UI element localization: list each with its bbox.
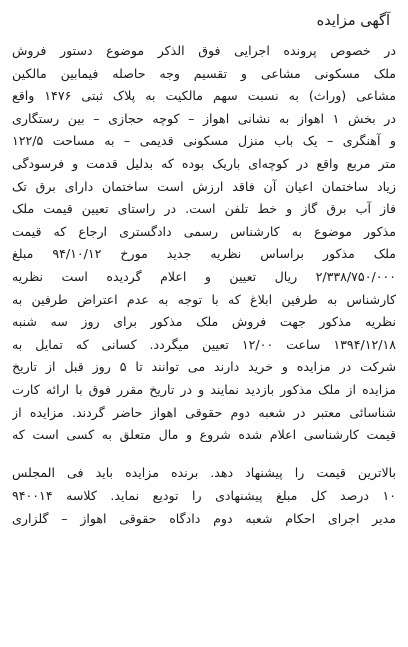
body-line: مشاعی (وراث) به نسبت سهم مالکیت به پلاک ثبتی ۱۴۷۶ واقع [12, 88, 396, 104]
footer-line: بالاترین قیمت را پیشنهاد دهد. برنده مزایده باید فی المجلس [12, 464, 396, 480]
footer-line: ۱۰ درصد کل مبلغ پیشنهادی را تودیع نماید. کلاسه ۹۴۰۰۱۴ [12, 487, 396, 503]
body-line: شرکت در مزایده و خرید دارند می توانند تا ۵ روز قبل از تاریخ [12, 359, 396, 375]
footer-line: مدیر اجرای احکام شعبه دوم دادگاه حقوقی اهواز – گلزاری [12, 510, 396, 526]
body-line: ملک مسکونی مشاعی و تقسیم وجه حاصله فیمابین مالکین [12, 65, 396, 81]
body-line: مذکور موضوع به کارشناس رسمی دادگستری ارجاع که قیمت [12, 223, 396, 239]
notice-footer [12, 461, 396, 530]
body-line: شناسائی معتبر در شعبه دوم حقوقی اهواز حاضر گردند. مزایده از [12, 404, 396, 420]
body-line: در بخش ۱ اهواز به نشانی اهواز – کوچه حجازی – بین رستگاری [12, 110, 396, 126]
paragraph-gap [12, 447, 396, 461]
body-line: ۲/۳۳۸/۷۵۰/۰۰۰ ریال تعیین و اعلام گردیده است نظریه [12, 268, 396, 284]
body-line: و آهنگری – یک باب منزل مسکونی قدیمی – به مساحت ۱۲۲/۵ [12, 133, 396, 149]
body-line: قیمت کارشناسی اعلام شده شروع و مال متعلق به کسی است که [12, 427, 396, 443]
body-line: کارشناس به طرفین ابلاغ که با توجه به عدم اعتراض طرفین به [12, 291, 396, 307]
body-line: متر مربع واقع در کوچه‌ای باریک بوده که بدلیل قدمت و فرسودگی [12, 155, 396, 171]
body-line: فاز آب برق گاز و خط تلفن است. در راستای تعیین قیمت ملک [12, 201, 396, 217]
notice-body [12, 40, 396, 447]
body-line: مزایده از ملک مذکور بازدید نمایند و در تاریخ مقرر فوق با ارائه کارت [12, 381, 396, 397]
body-line: ملک مذکور براساس نظریه جدید مورخ ۹۴/۱۰/۱۲ مبلغ [12, 246, 396, 262]
body-line: زیاد ساختمان اعیان آن فاقد ارزش است ساختمان دارای برق تک [12, 178, 396, 194]
body-line: نظریه مذکور جهت فروش ملک مذکور برای روز سه شنبه [12, 314, 396, 330]
body-line: ۱۳۹۴/۱۲/۱۸ ساعت ۱۲/۰۰ تعیین میگردد. کسانی که تمایل به [12, 336, 396, 352]
notice-title: آگهی مزایده [316, 13, 390, 29]
body-line: در خصوص پرونده اجرایی فوق الذکر موضوع دستور فروش [12, 43, 396, 58]
